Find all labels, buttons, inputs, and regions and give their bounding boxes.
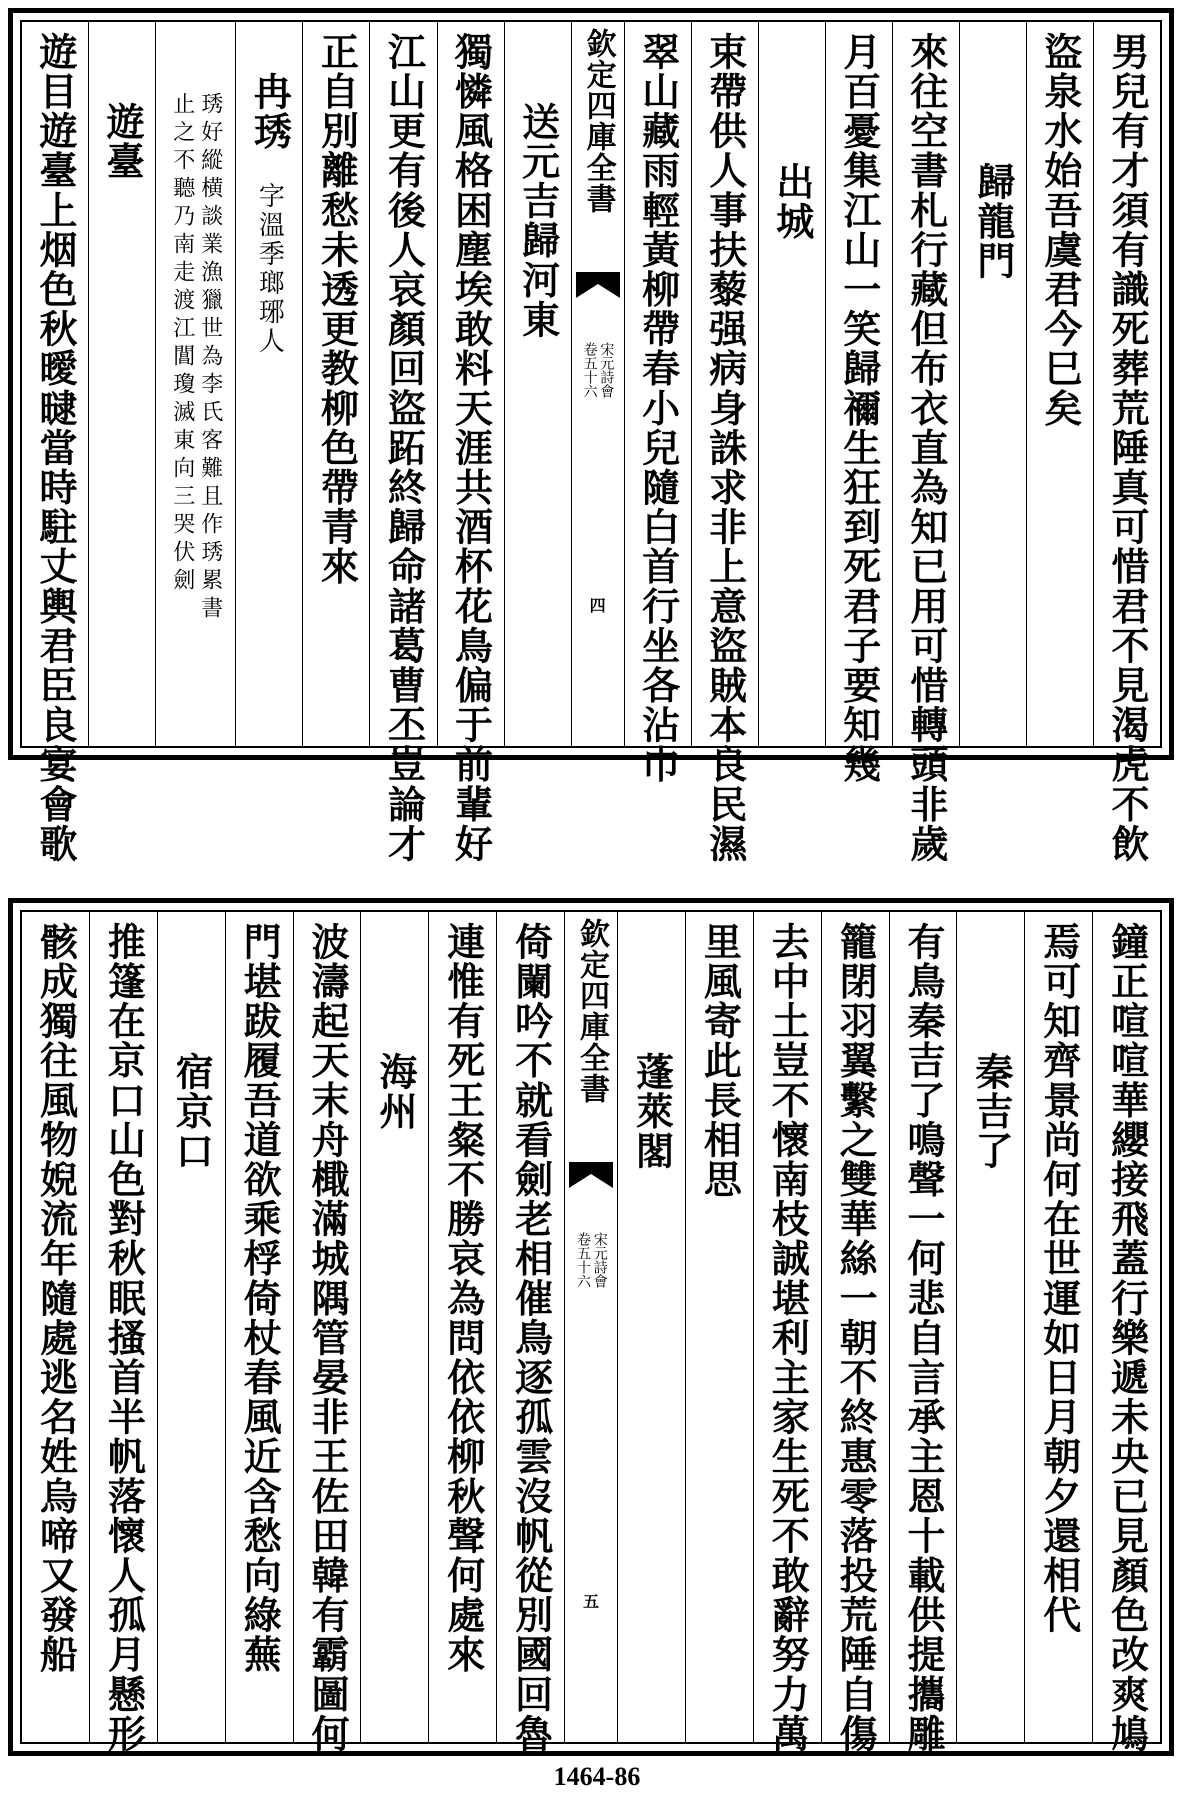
text-column <box>22 912 89 1742</box>
work-name: 宋元詩會 <box>598 342 615 398</box>
verse-line: 波濤起天末舟檝滿城隅管晏非王佐田韓有霸圖何 <box>304 922 350 1754</box>
text-column <box>428 912 496 1742</box>
poem-title: 歸龍門 <box>970 162 1016 281</box>
verse-line: 江山更有後人哀顏回盜跖終歸命諸葛曹丕豈論才 <box>381 32 427 864</box>
verse-line: 去中土豈不懷南枝誠堪利主家生死不敢辭努力萬 <box>765 922 811 1754</box>
verse-line: 里風寄此長相思 <box>697 922 743 1200</box>
verse-line: 有鳥秦吉了鳴聲一何悲自言承主恩十載供提攜雕 <box>900 922 946 1754</box>
text-column <box>1024 912 1092 1742</box>
text-column <box>157 912 225 1742</box>
work-title <box>575 1232 606 1288</box>
text-column <box>691 22 758 864</box>
note-line: 止之不聽乃南走渡江閶瓊滅東向三哭伏劍 <box>169 92 195 596</box>
text-column <box>504 22 571 746</box>
volume-number: 卷五十六 <box>575 1232 591 1288</box>
verse-line: 獨憐風格困塵埃敢料天涯共酒杯花鳥偏于前輩好 <box>448 32 494 864</box>
text-column <box>1092 912 1160 1754</box>
upper-page-panel <box>8 8 1174 864</box>
verse-line: 翠山藏雨輕黃柳帶春小兒隨白首行坐各沾巾 <box>635 32 681 785</box>
verse-line: 月百憂集江山一笑歸禰生狂到死君子要知幾 <box>836 32 882 785</box>
page-number: 1464-86 <box>553 1762 641 1791</box>
author-style-name: 字溫季瑯琊人 <box>254 182 285 356</box>
work-name: 宋元詩會 <box>591 1232 608 1288</box>
poem-title: 海州 <box>372 1052 418 1132</box>
text-column <box>496 912 564 1754</box>
center-fold-column <box>571 22 624 746</box>
verse-line: 推篷在京口山色對秋眠搔首半帆落懷人孤月懸形 <box>101 922 147 1754</box>
verse-line: 束帶供人事扶藜强病身誅求非上意盜賊本良民濕 <box>702 32 748 864</box>
verse-line: 來往空書札行藏但布衣直為知已用可惜轉頭非歲 <box>903 32 949 864</box>
text-column <box>892 22 959 864</box>
text-column <box>825 22 892 785</box>
author-name: 冉琇 <box>247 72 293 152</box>
verse-line: 連惟有死王粲不勝哀為問依依柳秋聲何處來 <box>440 922 486 1675</box>
folio-number: 四 <box>589 596 606 615</box>
text-column <box>889 912 957 1754</box>
text-column <box>155 22 235 746</box>
text-column <box>437 22 504 864</box>
text-column <box>685 912 753 1742</box>
text-column <box>1093 22 1160 864</box>
library-title: 欽定四庫全書 <box>580 28 616 214</box>
poem-title: 遊臺 <box>100 102 146 182</box>
poem-title: 宿京口 <box>169 1052 215 1171</box>
text-column <box>758 22 825 746</box>
poem-title: 送元吉歸河東 <box>515 102 561 340</box>
verse-line: 籠閉羽翼繫之雙華絲一朝不終惠零落投荒陲自傷 <box>833 922 879 1754</box>
poem-title: 秦吉了 <box>968 1052 1014 1171</box>
text-column <box>22 22 88 864</box>
center-fold-column <box>564 912 617 1742</box>
text-column <box>88 22 155 746</box>
verse-line: 遊目遊臺上烟色秋曖曃當時駐丈輿君臣良宴會歌 <box>33 32 79 864</box>
text-column <box>956 912 1024 1742</box>
fishtail-mark-icon <box>569 1162 613 1188</box>
upper-page-columns <box>20 20 1162 864</box>
verse-line: 男兒有才須有識死葬荒陲真可惜君不見渴虎不飲 <box>1104 32 1150 864</box>
verse-line: 鐘正喧喧華纓接飛蓋行樂遞未央已見顏色改爽鳩 <box>1104 922 1150 1754</box>
volume-number: 卷五十六 <box>581 342 598 398</box>
text-column <box>624 22 691 785</box>
text-column <box>225 912 293 1742</box>
verse-line: 倚闌吟不就看劍老相催鳥逐孤雲沒帆從別國回魯 <box>508 922 554 1754</box>
verse-line: 骸成獨往風物婗流年隨處逃名姓烏啼又發船 <box>33 922 79 1675</box>
note-line: 琇好縱横談業漁獵世為李氏客難且作琇累書 <box>197 92 223 624</box>
text-column <box>302 22 369 746</box>
text-column <box>89 912 157 1754</box>
poem-title: 出城 <box>769 162 815 242</box>
poem-title: 蓬萊閣 <box>629 1052 675 1171</box>
text-column <box>959 22 1026 746</box>
text-column <box>821 912 889 1754</box>
text-column <box>1026 22 1093 746</box>
folio-number: 五 <box>582 1592 600 1611</box>
text-column <box>369 22 436 864</box>
text-column <box>617 912 685 1742</box>
text-column <box>753 912 821 1754</box>
verse-line: 焉可知齊景尚何在世運如日月朝夕還相代 <box>1036 922 1082 1635</box>
work-title <box>582 342 613 398</box>
fishtail-mark-icon <box>576 272 620 298</box>
verse-line: 盜泉水始吾虞君今巳矣 <box>1037 32 1083 428</box>
text-column <box>360 912 428 1742</box>
text-column <box>293 912 361 1754</box>
verse-line: 門堪跋履吾道欲乘桴倚杖春風近含愁向綠蕪 <box>237 922 283 1675</box>
lower-page-panel <box>8 898 1174 1756</box>
text-column <box>235 22 302 746</box>
library-title: 欽定四庫全書 <box>574 918 609 1104</box>
verse-line: 正自別離愁未透更教柳色帶青來 <box>314 32 360 587</box>
author-biography-note <box>156 92 235 624</box>
lower-page-columns <box>20 910 1162 1754</box>
